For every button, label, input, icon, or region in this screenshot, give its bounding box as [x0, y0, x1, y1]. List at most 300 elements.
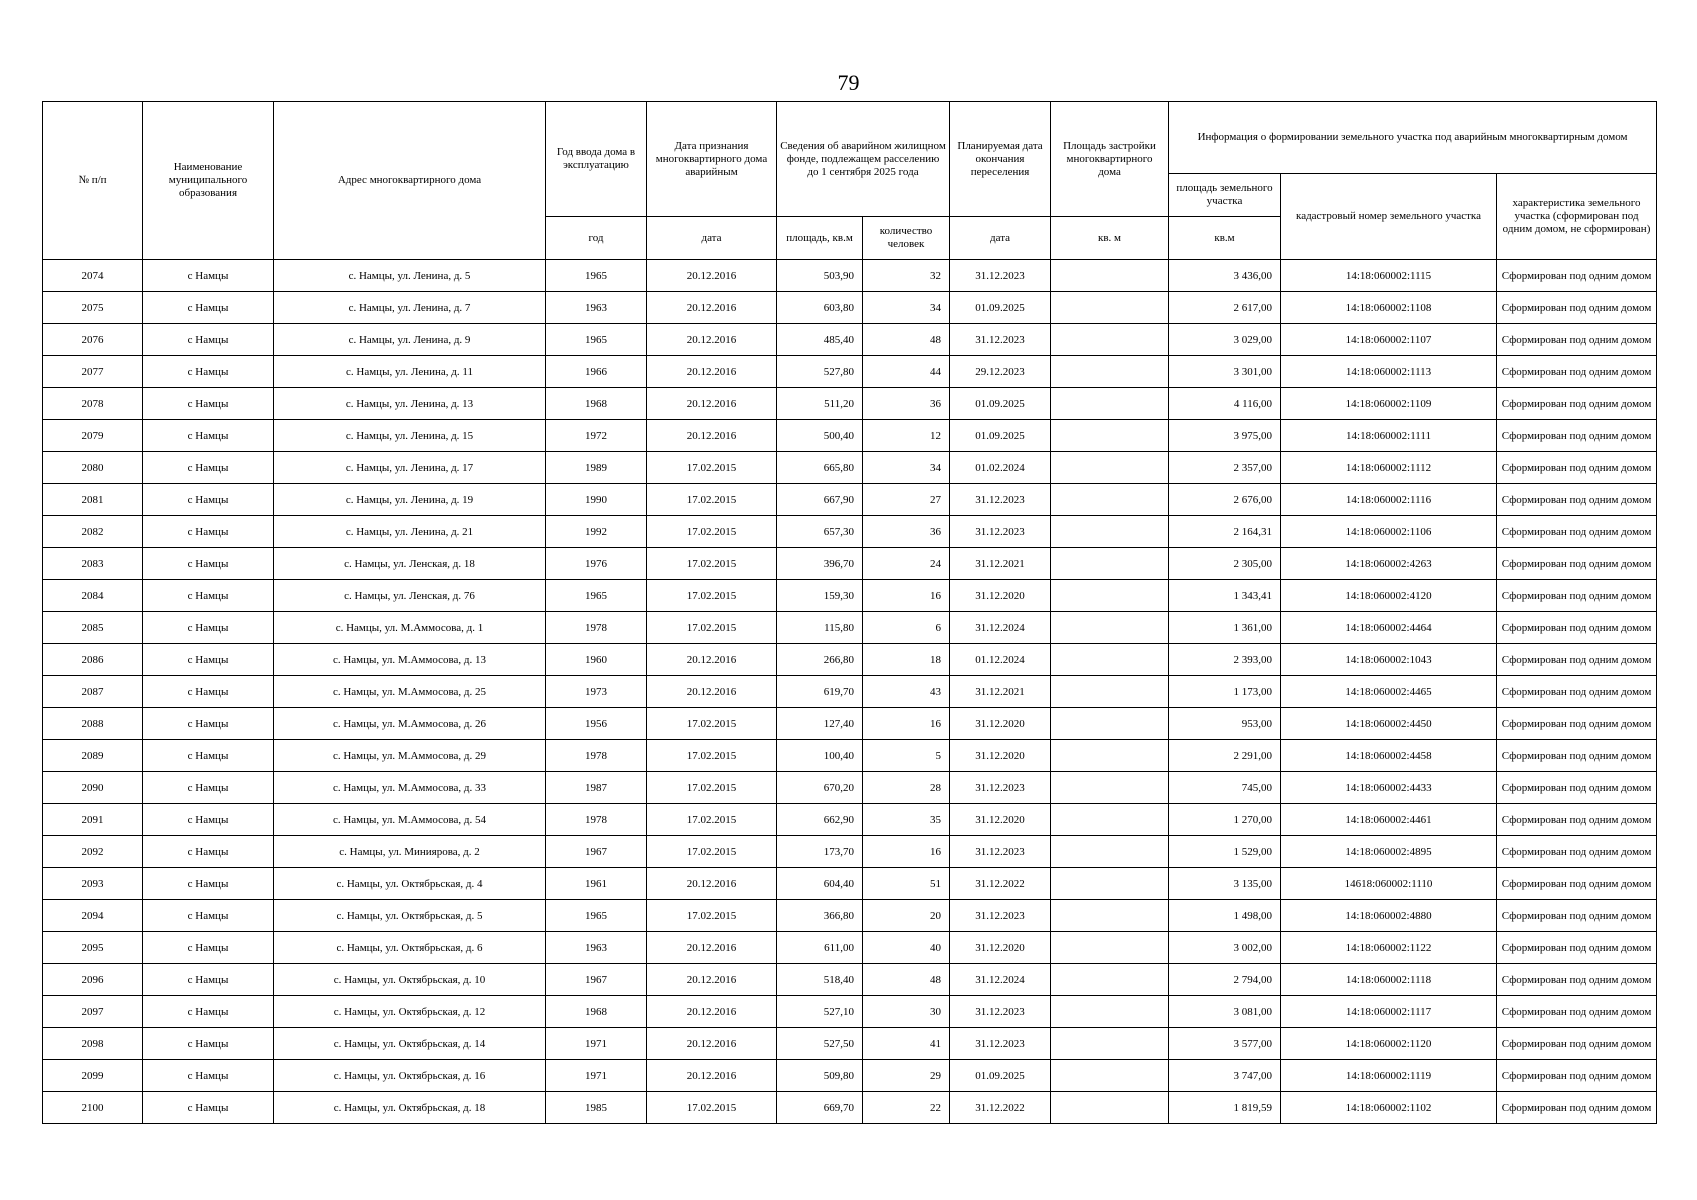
- cell-recognition-date: 17.02.2015: [647, 836, 777, 868]
- cell-recognition-date: 20.12.2016: [647, 1028, 777, 1060]
- cell-land-area: 2 305,00: [1169, 548, 1281, 580]
- cell-people: 34: [863, 452, 950, 484]
- cell-year: 1965: [546, 324, 647, 356]
- table-row: [43, 1028, 1657, 1060]
- cell-land-status: Сформирован под одним домом: [1497, 580, 1657, 612]
- cell-people: 51: [863, 868, 950, 900]
- cell-land-area: 3 081,00: [1169, 996, 1281, 1028]
- cell-land-status: Сформирован под одним домом: [1497, 900, 1657, 932]
- cell-land-status: Сформирован под одним домом: [1497, 676, 1657, 708]
- cell-area: 100,40: [777, 740, 863, 772]
- cell-municipality: с Намцы: [143, 260, 274, 292]
- cell-address: с. Намцы, ул. Ленина, д. 9: [274, 324, 546, 356]
- header-land-status: характеристика земельного участка (сформирован под одним домом, не сформирован): [1497, 174, 1657, 260]
- cell-people: 48: [863, 324, 950, 356]
- cell-land-status: Сформирован под одним домом: [1497, 964, 1657, 996]
- cell-municipality: с Намцы: [143, 740, 274, 772]
- cell-cadastral: 14:18:060002:1120: [1281, 1028, 1497, 1060]
- cell-recognition-date: 20.12.2016: [647, 356, 777, 388]
- header-unit-people: количество человек: [863, 217, 950, 260]
- cell-land-status: Сформирован под одним домом: [1497, 708, 1657, 740]
- cell-municipality: с Намцы: [143, 996, 274, 1028]
- table-row: [43, 996, 1657, 1028]
- cell-land-area: 3 135,00: [1169, 868, 1281, 900]
- cell-recognition-date: 20.12.2016: [647, 324, 777, 356]
- cell-address: с. Намцы, ул. Октябрьская, д. 12: [274, 996, 546, 1028]
- cell-building-area: [1051, 964, 1169, 996]
- cell-land-status: Сформирован под одним домом: [1497, 772, 1657, 804]
- cell-cadastral: 14:18:060002:1115: [1281, 260, 1497, 292]
- cell-land-area: 745,00: [1169, 772, 1281, 804]
- cell-building-area: [1051, 292, 1169, 324]
- cell-num: 2079: [43, 420, 143, 452]
- cell-recognition-date: 17.02.2015: [647, 452, 777, 484]
- cell-num: 2085: [43, 612, 143, 644]
- cell-planned-date: 01.09.2025: [950, 292, 1051, 324]
- cell-num: 2090: [43, 772, 143, 804]
- cell-people: 16: [863, 836, 950, 868]
- cell-year: 1978: [546, 804, 647, 836]
- cell-municipality: с Намцы: [143, 420, 274, 452]
- cell-municipality: с Намцы: [143, 932, 274, 964]
- table-row: [43, 964, 1657, 996]
- cell-land-status: Сформирован под одним домом: [1497, 868, 1657, 900]
- cell-people: 27: [863, 484, 950, 516]
- cell-recognition-date: 20.12.2016: [647, 420, 777, 452]
- cell-land-status: Сформирован под одним домом: [1497, 516, 1657, 548]
- table-row: [43, 804, 1657, 836]
- cell-land-status: Сформирован под одним домом: [1497, 644, 1657, 676]
- cell-people: 12: [863, 420, 950, 452]
- cell-planned-date: 31.12.2023: [950, 996, 1051, 1028]
- table-row: [43, 740, 1657, 772]
- cell-planned-date: 31.12.2024: [950, 612, 1051, 644]
- cell-municipality: с Намцы: [143, 484, 274, 516]
- cell-cadastral: 14:18:060002:1109: [1281, 388, 1497, 420]
- cell-building-area: [1051, 804, 1169, 836]
- header-unit-year: год: [546, 217, 647, 260]
- cell-address: с. Намцы, ул. Ленская, д. 76: [274, 580, 546, 612]
- cell-address: с. Намцы, ул. Ленина, д. 17: [274, 452, 546, 484]
- cell-building-area: [1051, 452, 1169, 484]
- cell-address: с. Намцы, ул. Ленина, д. 5: [274, 260, 546, 292]
- cell-recognition-date: 17.02.2015: [647, 740, 777, 772]
- cell-num: 2080: [43, 452, 143, 484]
- cell-land-area: 3 577,00: [1169, 1028, 1281, 1060]
- header-building-area: Площадь застройки многоквартирного дома: [1051, 102, 1169, 217]
- table-row: [43, 292, 1657, 324]
- cell-people: 36: [863, 388, 950, 420]
- table-header: [43, 102, 1657, 260]
- cell-year: 1978: [546, 740, 647, 772]
- table-row: [43, 484, 1657, 516]
- cell-building-area: [1051, 1092, 1169, 1124]
- cell-year: 1963: [546, 292, 647, 324]
- cell-people: 22: [863, 1092, 950, 1124]
- cell-address: с. Намцы, ул. М.Аммосова, д. 13: [274, 644, 546, 676]
- cell-recognition-date: 20.12.2016: [647, 292, 777, 324]
- cell-num: 2092: [43, 836, 143, 868]
- cell-planned-date: 01.12.2024: [950, 644, 1051, 676]
- cell-planned-date: 31.12.2023: [950, 900, 1051, 932]
- cell-recognition-date: 20.12.2016: [647, 388, 777, 420]
- cell-land-area: 2 291,00: [1169, 740, 1281, 772]
- cell-address: с. Намцы, ул. Ленская, д. 18: [274, 548, 546, 580]
- cell-land-area: 2 676,00: [1169, 484, 1281, 516]
- cell-year: 1967: [546, 836, 647, 868]
- cell-num: 2089: [43, 740, 143, 772]
- cell-year: 1973: [546, 676, 647, 708]
- cell-area: 159,30: [777, 580, 863, 612]
- table-row: [43, 1092, 1657, 1124]
- cell-area: 485,40: [777, 324, 863, 356]
- cell-recognition-date: 17.02.2015: [647, 580, 777, 612]
- cell-land-area: 3 747,00: [1169, 1060, 1281, 1092]
- cell-municipality: с Намцы: [143, 676, 274, 708]
- cell-address: с. Намцы, ул. Ленина, д. 15: [274, 420, 546, 452]
- cell-municipality: с Намцы: [143, 580, 274, 612]
- cell-land-area: 1 270,00: [1169, 804, 1281, 836]
- cell-planned-date: 31.12.2020: [950, 932, 1051, 964]
- cell-municipality: с Намцы: [143, 452, 274, 484]
- cell-address: с. Намцы, ул. Октябрьская, д. 16: [274, 1060, 546, 1092]
- cell-num: 2084: [43, 580, 143, 612]
- cell-recognition-date: 20.12.2016: [647, 964, 777, 996]
- table-row: [43, 644, 1657, 676]
- cell-planned-date: 31.12.2021: [950, 676, 1051, 708]
- cell-cadastral: 14:18:060002:4461: [1281, 804, 1497, 836]
- cell-municipality: с Намцы: [143, 868, 274, 900]
- cell-cadastral: 14618:060002:1110: [1281, 868, 1497, 900]
- cell-municipality: с Намцы: [143, 292, 274, 324]
- cell-recognition-date: 20.12.2016: [647, 260, 777, 292]
- cell-municipality: с Намцы: [143, 324, 274, 356]
- cell-building-area: [1051, 516, 1169, 548]
- cell-land-status: Сформирован под одним домом: [1497, 324, 1657, 356]
- cell-municipality: с Намцы: [143, 772, 274, 804]
- cell-building-area: [1051, 644, 1169, 676]
- cell-land-area: 4 116,00: [1169, 388, 1281, 420]
- cell-planned-date: 01.09.2025: [950, 1060, 1051, 1092]
- cell-area: 527,80: [777, 356, 863, 388]
- cell-area: 527,10: [777, 996, 863, 1028]
- table-row: [43, 420, 1657, 452]
- cell-area: 604,40: [777, 868, 863, 900]
- cell-year: 1965: [546, 580, 647, 612]
- cell-address: с. Намцы, ул. М.Аммосова, д. 54: [274, 804, 546, 836]
- cell-planned-date: 31.12.2023: [950, 484, 1051, 516]
- cell-cadastral: 14:18:060002:4464: [1281, 612, 1497, 644]
- header-planned-date: Планируемая дата окончания переселения: [950, 102, 1051, 217]
- cell-num: 2093: [43, 868, 143, 900]
- cell-address: с. Намцы, ул. Ленина, д. 7: [274, 292, 546, 324]
- cell-planned-date: 01.09.2025: [950, 388, 1051, 420]
- cell-people: 18: [863, 644, 950, 676]
- cell-planned-date: 29.12.2023: [950, 356, 1051, 388]
- cell-planned-date: 31.12.2020: [950, 708, 1051, 740]
- cell-planned-date: 31.12.2023: [950, 516, 1051, 548]
- cell-address: с. Намцы, ул. Ленина, д. 21: [274, 516, 546, 548]
- cell-year: 1956: [546, 708, 647, 740]
- cell-land-status: Сформирован под одним домом: [1497, 612, 1657, 644]
- cell-building-area: [1051, 772, 1169, 804]
- cell-year: 1961: [546, 868, 647, 900]
- cell-area: 665,80: [777, 452, 863, 484]
- cell-year: 1968: [546, 388, 647, 420]
- cell-cadastral: 14:18:060002:1106: [1281, 516, 1497, 548]
- cell-land-area: 3 436,00: [1169, 260, 1281, 292]
- cell-cadastral: 14:18:060002:4895: [1281, 836, 1497, 868]
- cell-land-status: Сформирован под одним домом: [1497, 484, 1657, 516]
- cell-building-area: [1051, 836, 1169, 868]
- cell-land-area: 1 343,41: [1169, 580, 1281, 612]
- cell-num: 2099: [43, 1060, 143, 1092]
- cell-people: 35: [863, 804, 950, 836]
- cell-building-area: [1051, 868, 1169, 900]
- cell-num: 2078: [43, 388, 143, 420]
- cell-area: 509,80: [777, 1060, 863, 1092]
- cell-num: 2074: [43, 260, 143, 292]
- cell-area: 603,80: [777, 292, 863, 324]
- cell-municipality: с Намцы: [143, 516, 274, 548]
- cell-land-status: Сформирован под одним домом: [1497, 452, 1657, 484]
- table-row: [43, 516, 1657, 548]
- cell-num: 2076: [43, 324, 143, 356]
- cell-planned-date: 01.09.2025: [950, 420, 1051, 452]
- cell-cadastral: 14:18:060002:1116: [1281, 484, 1497, 516]
- cell-address: с. Намцы, ул. М.Аммосова, д. 1: [274, 612, 546, 644]
- cell-address: с. Намцы, ул. Ленина, д. 11: [274, 356, 546, 388]
- cell-year: 1971: [546, 1060, 647, 1092]
- cell-recognition-date: 17.02.2015: [647, 708, 777, 740]
- cell-building-area: [1051, 388, 1169, 420]
- cell-cadastral: 14:18:060002:1118: [1281, 964, 1497, 996]
- cell-municipality: с Намцы: [143, 1060, 274, 1092]
- header-unit-kvm: кв. м: [1051, 217, 1169, 260]
- cell-recognition-date: 17.02.2015: [647, 804, 777, 836]
- cell-num: 2088: [43, 708, 143, 740]
- header-land-info: Информация о формировании земельного участка под аварийным многоквартирным домом: [1169, 102, 1657, 174]
- cell-address: с. Намцы, ул. М.Аммосова, д. 26: [274, 708, 546, 740]
- cell-num: 2077: [43, 356, 143, 388]
- cell-area: 127,40: [777, 708, 863, 740]
- cell-area: 173,70: [777, 836, 863, 868]
- cell-building-area: [1051, 1060, 1169, 1092]
- table-row: [43, 932, 1657, 964]
- cell-land-area: 2 357,00: [1169, 452, 1281, 484]
- cell-area: 662,90: [777, 804, 863, 836]
- cell-land-area: 2 617,00: [1169, 292, 1281, 324]
- cell-year: 1992: [546, 516, 647, 548]
- cell-building-area: [1051, 708, 1169, 740]
- cell-recognition-date: 20.12.2016: [647, 1060, 777, 1092]
- header-address: Адрес многоквартирного дома: [274, 102, 546, 260]
- cell-land-status: Сформирован под одним домом: [1497, 932, 1657, 964]
- cell-address: с. Намцы, ул. Октябрьская, д. 10: [274, 964, 546, 996]
- cell-year: 1965: [546, 260, 647, 292]
- cell-num: 2095: [43, 932, 143, 964]
- header-unit-kvm2: кв.м: [1169, 217, 1281, 260]
- cell-land-status: Сформирован под одним домом: [1497, 1028, 1657, 1060]
- cell-address: с. Намцы, ул. Ленина, д. 19: [274, 484, 546, 516]
- cell-land-area: 1 529,00: [1169, 836, 1281, 868]
- cell-land-status: Сформирован под одним домом: [1497, 740, 1657, 772]
- cell-year: 1976: [546, 548, 647, 580]
- cell-recognition-date: 17.02.2015: [647, 484, 777, 516]
- cell-cadastral: 14:18:060002:4120: [1281, 580, 1497, 612]
- cell-land-status: Сформирован под одним домом: [1497, 356, 1657, 388]
- cell-municipality: с Намцы: [143, 644, 274, 676]
- cell-planned-date: 31.12.2023: [950, 260, 1051, 292]
- header-unit-area: площадь, кв.м: [777, 217, 863, 260]
- cell-cadastral: 14:18:060002:1119: [1281, 1060, 1497, 1092]
- cell-num: 2075: [43, 292, 143, 324]
- cell-recognition-date: 17.02.2015: [647, 1092, 777, 1124]
- cell-people: 5: [863, 740, 950, 772]
- page-number: 79: [837, 70, 860, 95]
- cell-building-area: [1051, 740, 1169, 772]
- cell-municipality: с Намцы: [143, 804, 274, 836]
- cell-cadastral: 14:18:060002:1043: [1281, 644, 1497, 676]
- table-row: [43, 612, 1657, 644]
- cell-planned-date: 31.12.2022: [950, 1092, 1051, 1124]
- cell-area: 500,40: [777, 420, 863, 452]
- cell-cadastral: 14:18:060002:1122: [1281, 932, 1497, 964]
- cell-planned-date: 31.12.2024: [950, 964, 1051, 996]
- cell-land-status: Сформирован под одним домом: [1497, 548, 1657, 580]
- cell-year: 1966: [546, 356, 647, 388]
- cell-address: с. Намцы, ул. Миниярова, д. 2: [274, 836, 546, 868]
- cell-people: 24: [863, 548, 950, 580]
- cell-recognition-date: 17.02.2015: [647, 516, 777, 548]
- cell-municipality: с Намцы: [143, 964, 274, 996]
- cell-area: 511,20: [777, 388, 863, 420]
- table-row: [43, 324, 1657, 356]
- table-row: [43, 548, 1657, 580]
- cell-num: 2083: [43, 548, 143, 580]
- cell-land-status: Сформирован под одним домом: [1497, 996, 1657, 1028]
- cell-address: с. Намцы, ул. Октябрьская, д. 4: [274, 868, 546, 900]
- cell-address: с. Намцы, ул. М.Аммосова, д. 29: [274, 740, 546, 772]
- cell-municipality: с Намцы: [143, 548, 274, 580]
- cell-area: 527,50: [777, 1028, 863, 1060]
- cell-municipality: с Намцы: [143, 356, 274, 388]
- cell-land-area: 1 361,00: [1169, 612, 1281, 644]
- cell-address: с. Намцы, ул. Октябрьская, д. 5: [274, 900, 546, 932]
- cell-land-status: Сформирован под одним домом: [1497, 1060, 1657, 1092]
- table-row: [43, 356, 1657, 388]
- cell-address: с. Намцы, ул. М.Аммосова, д. 25: [274, 676, 546, 708]
- cell-num: 2100: [43, 1092, 143, 1124]
- cell-people: 32: [863, 260, 950, 292]
- cell-address: с. Намцы, ул. Ленина, д. 13: [274, 388, 546, 420]
- cell-address: с. Намцы, ул. Октябрьская, д. 6: [274, 932, 546, 964]
- cell-planned-date: 31.12.2023: [950, 1028, 1051, 1060]
- cell-area: 657,30: [777, 516, 863, 548]
- cell-cadastral: 14:18:060002:4433: [1281, 772, 1497, 804]
- cell-land-area: 2 393,00: [1169, 644, 1281, 676]
- cell-people: 48: [863, 964, 950, 996]
- cell-cadastral: 14:18:060002:1111: [1281, 420, 1497, 452]
- cell-recognition-date: 20.12.2016: [647, 676, 777, 708]
- cell-planned-date: 31.12.2023: [950, 324, 1051, 356]
- cell-land-status: Сформирован под одним домом: [1497, 836, 1657, 868]
- table-row: [43, 772, 1657, 804]
- cell-cadastral: 14:18:060002:1112: [1281, 452, 1497, 484]
- cell-num: 2091: [43, 804, 143, 836]
- cell-building-area: [1051, 548, 1169, 580]
- cell-year: 1968: [546, 996, 647, 1028]
- cell-land-area: 3 301,00: [1169, 356, 1281, 388]
- cell-cadastral: 14:18:060002:4465: [1281, 676, 1497, 708]
- cell-building-area: [1051, 612, 1169, 644]
- cell-land-status: Сформирован под одним домом: [1497, 1092, 1657, 1124]
- cell-land-area: 1 819,59: [1169, 1092, 1281, 1124]
- cell-building-area: [1051, 996, 1169, 1028]
- cell-num: 2081: [43, 484, 143, 516]
- cell-recognition-date: 20.12.2016: [647, 644, 777, 676]
- cell-land-status: Сформирован под одним домом: [1497, 420, 1657, 452]
- cell-land-area: 1 498,00: [1169, 900, 1281, 932]
- cell-cadastral: 14:18:060002:1113: [1281, 356, 1497, 388]
- cell-cadastral: 14:18:060002:1107: [1281, 324, 1497, 356]
- cell-people: 41: [863, 1028, 950, 1060]
- cell-recognition-date: 20.12.2016: [647, 932, 777, 964]
- cell-building-area: [1051, 484, 1169, 516]
- cell-land-area: 3 975,00: [1169, 420, 1281, 452]
- cell-cadastral: 14:18:060002:1117: [1281, 996, 1497, 1028]
- header-recognition-date: Дата признания многоквартирного дома аварийным: [647, 102, 777, 217]
- cell-area: 266,80: [777, 644, 863, 676]
- cell-year: 1967: [546, 964, 647, 996]
- cell-recognition-date: 17.02.2015: [647, 548, 777, 580]
- cell-num: 2096: [43, 964, 143, 996]
- cell-num: 2086: [43, 644, 143, 676]
- cell-building-area: [1051, 260, 1169, 292]
- cell-building-area: [1051, 324, 1169, 356]
- table-row: [43, 452, 1657, 484]
- cell-area: 670,20: [777, 772, 863, 804]
- cell-municipality: с Намцы: [143, 1092, 274, 1124]
- cell-municipality: с Намцы: [143, 612, 274, 644]
- cell-planned-date: 31.12.2023: [950, 836, 1051, 868]
- header-unit-date2: дата: [950, 217, 1051, 260]
- cell-cadastral: 14:18:060002:4880: [1281, 900, 1497, 932]
- cell-area: 518,40: [777, 964, 863, 996]
- cell-area: 611,00: [777, 932, 863, 964]
- header-year-built: Год ввода дома в эксплуатацию: [546, 102, 647, 217]
- cell-people: 43: [863, 676, 950, 708]
- cell-year: 1971: [546, 1028, 647, 1060]
- cell-people: 28: [863, 772, 950, 804]
- cell-area: 366,80: [777, 900, 863, 932]
- cell-people: 29: [863, 1060, 950, 1092]
- cell-address: с. Намцы, ул. Октябрьская, д. 14: [274, 1028, 546, 1060]
- cell-year: 1972: [546, 420, 647, 452]
- cell-area: 396,70: [777, 548, 863, 580]
- cell-municipality: с Намцы: [143, 708, 274, 740]
- header-land-area: площадь земельного участка: [1169, 174, 1281, 217]
- cell-area: 503,90: [777, 260, 863, 292]
- cell-area: 669,70: [777, 1092, 863, 1124]
- header-municipality: Наименование муниципального образования: [143, 102, 274, 260]
- table-row: [43, 1060, 1657, 1092]
- cell-land-status: Сформирован под одним домом: [1497, 260, 1657, 292]
- cell-area: 667,90: [777, 484, 863, 516]
- cell-land-status: Сформирован под одним домом: [1497, 804, 1657, 836]
- cell-address: с. Намцы, ул. М.Аммосова, д. 33: [274, 772, 546, 804]
- cell-num: 2098: [43, 1028, 143, 1060]
